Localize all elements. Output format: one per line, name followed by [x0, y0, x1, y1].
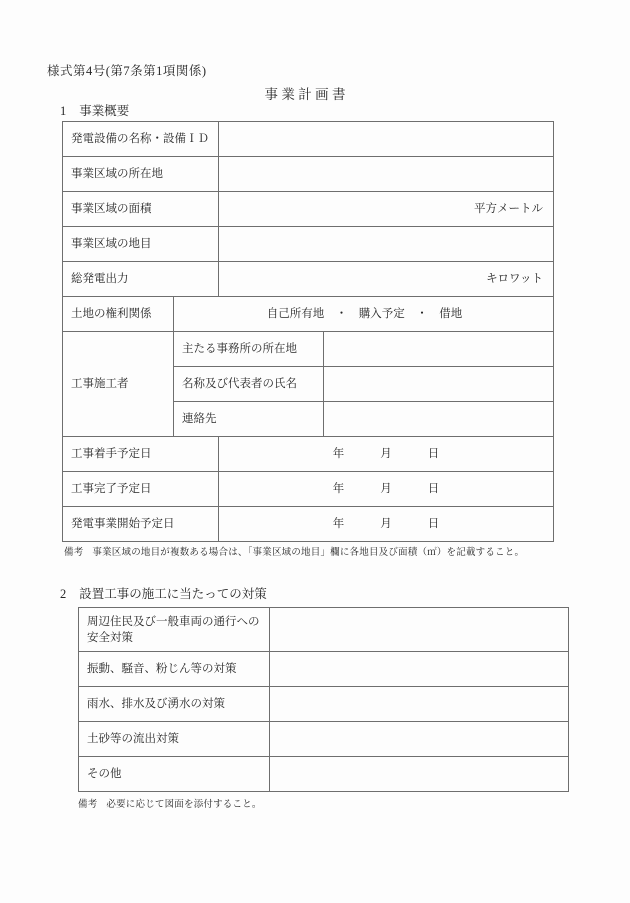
note-label: 備考: [64, 548, 84, 558]
day-unit: 日: [427, 518, 440, 530]
section-1-heading: [60, 101, 129, 119]
year-unit: 年: [332, 518, 345, 530]
contractor-office-label: 主たる事務所の所在地: [174, 332, 324, 367]
row-land-category: [63, 227, 554, 262]
contractor-name-value-cell: [324, 367, 554, 402]
other-value-cell: [270, 757, 569, 792]
location-label: 事業区域の所在地: [63, 157, 219, 192]
location-value-cell: [219, 157, 554, 192]
contractor-contact-label: 連絡先: [174, 402, 324, 437]
section-2-number: 2: [60, 587, 67, 601]
sediment-runoff-label: 土砂等の流出対策: [79, 722, 270, 757]
land-rights-options-cell: 自己所有地 ・ 購入予定 ・ 借地: [174, 297, 554, 332]
section-1-note: [64, 544, 524, 558]
construction-start-label: 工事着手予定日: [63, 437, 219, 472]
section-2-heading: [60, 584, 267, 602]
row-total-output: [63, 262, 554, 297]
row-location: [63, 157, 554, 192]
row-sediment-runoff: [79, 722, 569, 757]
form-number: 様式第4号(第7条第1項関係): [47, 64, 207, 78]
area-label: 事業区域の面積: [63, 192, 219, 227]
note-label: 備考: [78, 800, 98, 810]
row-traffic-safety: [79, 608, 569, 652]
output-unit-cell: キロワット: [219, 262, 554, 297]
output-label: 総発電出力: [63, 262, 219, 297]
month-unit: 月: [380, 448, 392, 460]
row-facility-name: [63, 122, 554, 157]
sediment-runoff-value-cell: [270, 722, 569, 757]
business-overview-table: [62, 121, 554, 542]
contractor-name-label: 名称及び代表者の氏名: [174, 367, 324, 402]
contractor-label: 工事施工者: [63, 332, 174, 437]
row-business-start: [63, 507, 554, 542]
section-2-note: [78, 796, 262, 810]
section-1-title: 事業概要: [79, 104, 130, 118]
vibration-noise-value-cell: [270, 652, 569, 687]
construction-end-label: 工事完了予定日: [63, 472, 219, 507]
note-text: 事業区域の地目が複数ある場合は、「事業区域の地目」欄に各地目及び面積（㎡）を記載すること。: [92, 548, 525, 558]
land-rights-label: 土地の権利関係: [63, 297, 174, 332]
row-vibration-noise: [79, 652, 569, 687]
vibration-noise-label: 振動、騒音、粉じん等の対策: [79, 652, 270, 687]
area-unit-cell: 平方メートル: [219, 192, 554, 227]
date-placeholders: [221, 516, 551, 532]
month-unit: 月: [380, 518, 392, 530]
row-land-rights: [63, 297, 554, 332]
drainage-label: 雨水、排水及び湧水の対策: [79, 687, 270, 722]
day-unit: 日: [427, 448, 440, 460]
other-label: その他: [79, 757, 270, 792]
year-unit: 年: [332, 448, 345, 460]
note-text: 必要に応じて図面を添付すること。: [106, 800, 262, 810]
land-category-value-cell: [219, 227, 554, 262]
date-placeholders: [221, 446, 551, 462]
business-start-date-cell: [219, 507, 554, 542]
facility-name-label: 発電設備の名称・設備ＩＤ: [63, 122, 219, 157]
year-unit: 年: [332, 483, 345, 495]
section-2-title: 設置工事の施工に当たっての対策: [79, 587, 267, 601]
row-other: [79, 757, 569, 792]
traffic-safety-value-cell: [270, 608, 569, 652]
land-category-label: 事業区域の地目: [63, 227, 219, 262]
business-start-label: 発電事業開始予定日: [63, 507, 219, 542]
section-1-number: 1: [60, 104, 67, 118]
traffic-safety-label: 周辺住民及び一般車両の通行への安全対策: [79, 608, 270, 652]
drainage-value-cell: [270, 687, 569, 722]
day-unit: 日: [427, 483, 440, 495]
contractor-office-value-cell: [324, 332, 554, 367]
facility-name-value-cell: [219, 122, 554, 157]
construction-end-date-cell: [219, 472, 554, 507]
row-construction-end: [63, 472, 554, 507]
countermeasures-table: [78, 607, 569, 792]
month-unit: 月: [380, 483, 392, 495]
contractor-contact-value-cell: [324, 402, 554, 437]
date-placeholders: [221, 481, 551, 497]
document-title: 事 業 計 画 書: [264, 87, 346, 102]
row-area: [63, 192, 554, 227]
row-drainage: [79, 687, 569, 722]
row-construction-start: [63, 437, 554, 472]
construction-start-date-cell: [219, 437, 554, 472]
row-contractor-office: [63, 332, 554, 367]
